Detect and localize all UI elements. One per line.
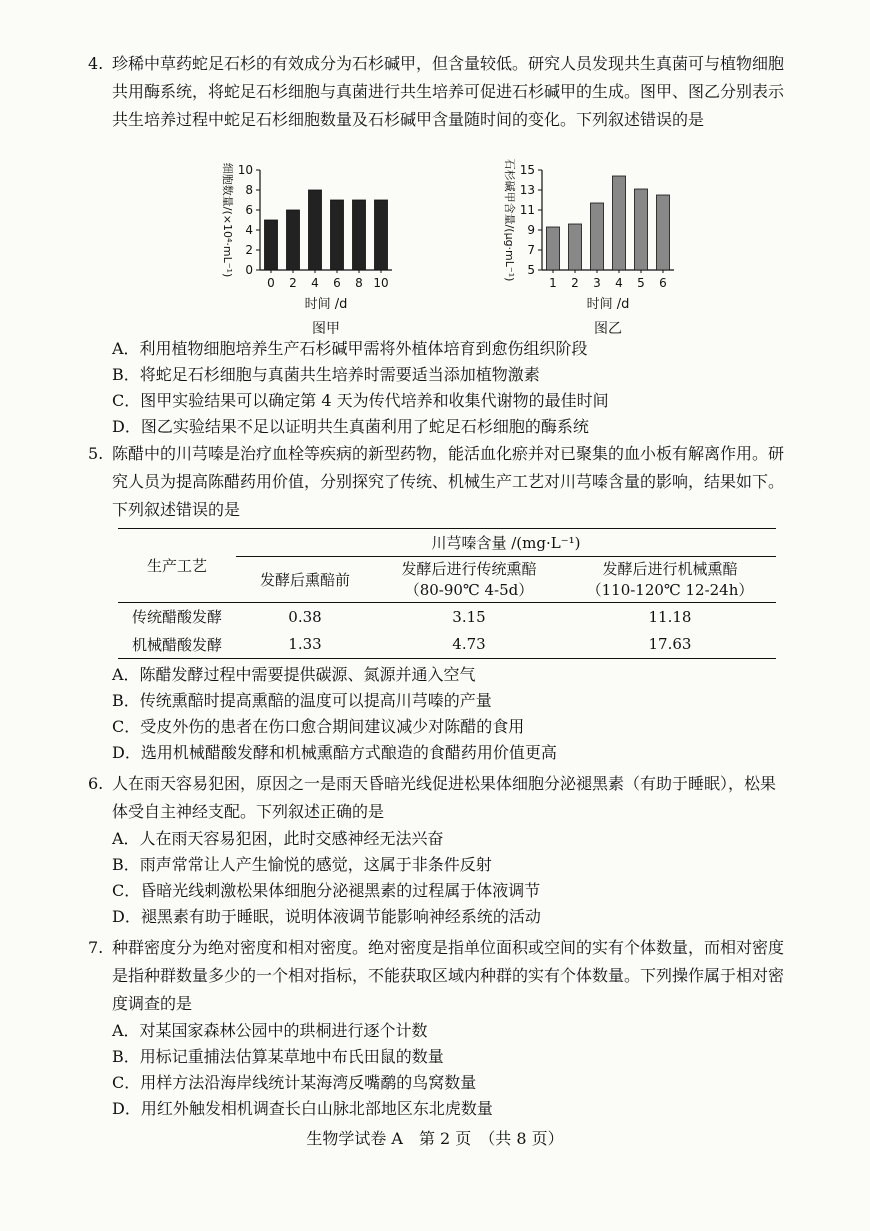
data-table	[118, 528, 776, 659]
chart2-x-tick-label: 5	[637, 276, 645, 290]
chart1-y-tick-label: 8	[245, 183, 253, 197]
chart1-y-tick-label: 0	[245, 263, 253, 277]
bar-charts	[221, 158, 700, 340]
q5-option-a: A．陈醋发酵过程中需要提供碳源、氮源并通入空气	[112, 665, 476, 684]
chart2-bar	[547, 227, 560, 270]
question-number: 4.	[88, 54, 104, 73]
col2-line1: 发酵后进行传统熏醅	[401, 559, 537, 578]
cell: 4.73	[452, 635, 486, 654]
chart2-bar	[613, 176, 626, 270]
chart2-y-tick-label: 11	[519, 203, 535, 217]
col2-line2: （80-90℃ 4-5d）	[404, 580, 534, 599]
chart2-x-tick-label: 3	[593, 276, 601, 290]
q6-option-b: B．雨声常常让人产生愉悦的感觉，这属于非条件反射	[112, 855, 492, 874]
question-7	[90, 934, 790, 1018]
question-stem: 种群密度分为绝对密度和相对密度。绝对密度是指单位面积或空间的实有个体数量，而相对密度是指种群数量多少的一个相对指标，不能获取区域内种群的实有个体数量。下列操作属于相对密度调查的是	[112, 938, 785, 1013]
q4-option-c: C．图甲实验结果可以确定第 4 天为传代培养和收集代谢物的最佳时间	[112, 391, 609, 410]
chart2-y-tick-label: 7	[527, 243, 535, 257]
chart2-bar	[635, 189, 648, 270]
table-row	[118, 603, 776, 631]
table-row	[118, 631, 776, 659]
question-4	[90, 50, 790, 134]
q7-option-b: B．用标记重捕法估算某草地中布氏田鼠的数量	[112, 1047, 444, 1066]
row-name: 机械醋酸发酵	[131, 635, 222, 654]
cell: 17.63	[648, 635, 692, 654]
chart2-y-tick-label: 9	[527, 223, 535, 237]
chart2-x-tick-label: 6	[659, 276, 667, 290]
chart1-y-axis-label: 细胞数量/(×10⁴·mL⁻¹)	[221, 162, 234, 278]
q7-option-a: A．对某国家森林公园中的珙桐进行逐个计数	[112, 1021, 428, 1040]
question-5	[90, 440, 790, 524]
chart2-y-tick-label: 13	[519, 183, 535, 197]
chart1-y-tick-label: 2	[245, 243, 253, 257]
chart2-bar	[591, 203, 604, 270]
cell: 1.33	[288, 635, 322, 654]
cell: 3.15	[452, 607, 486, 626]
q4-option-b: B．将蛇足石杉细胞与真菌共生培养时需要适当添加植物激素	[112, 365, 540, 384]
question-number: 7.	[88, 938, 104, 957]
chart2-x-tick-label: 2	[571, 276, 579, 290]
table-group-header: 川芎嗪含量 /(mg·L⁻¹)	[236, 529, 776, 557]
col3-line1: 发酵后进行机械熏醅	[602, 559, 738, 578]
cell: 0.38	[288, 607, 322, 626]
question-6	[90, 770, 790, 826]
chart2-y-tick-label: 5	[527, 263, 535, 277]
question-number: 5.	[88, 444, 104, 463]
chart2-y-axis-label: 石杉碱甲含量/(μg·mL⁻¹)	[503, 158, 516, 282]
q6-option-d: D．褪黑素有助于睡眠，说明体液调节能影响神经系统的活动	[112, 907, 541, 926]
chart1-bar	[287, 210, 300, 270]
question-stem: 陈醋中的川芎嗪是治疗血栓等疾病的新型药物，能活血化瘀并对已聚集的血小板有解离作用。研究人员为提高陈醋药用价值，分别探究了传统、机械生产工艺对川芎嗪含量的影响，结果如下。下列叙述错误的是	[112, 444, 785, 519]
q7-option-d: D．用红外触发相机调查长白山脉北部地区东北虎数量	[112, 1099, 493, 1118]
table-col-header-2	[374, 557, 564, 603]
chart1-title: 图甲	[312, 321, 340, 337]
chart1-x-tick-label: 0	[267, 276, 275, 290]
chart1-bar	[375, 200, 388, 270]
q6-option-c: C．昏暗光线刺激松果体细胞分泌褪黑素的过程属于体液调节	[112, 881, 541, 900]
question-stem: 人在雨天容易犯困，原因之一是雨天昏暗光线促进松果体细胞分泌褪黑素（有助于睡眠），松果体受自主神经支配。下列叙述正确的是	[112, 774, 777, 821]
table-col-header-1: 发酵后熏醅前	[259, 571, 350, 589]
chart1-y-tick-label: 10	[237, 163, 253, 177]
chart1-x-axis-label: 时间 /d	[304, 297, 348, 312]
charts-area	[221, 158, 700, 340]
q4-option-a: A．利用植物细胞培养生产石杉碱甲需将外植体培育到愈伤组织阶段	[112, 339, 588, 358]
q5-option-b: B．传统熏醅时提高熏醅的温度可以提高川芎嗪的产量	[112, 691, 492, 710]
chart2-bar	[569, 224, 582, 270]
chart1-bar	[265, 220, 278, 270]
table-row-header: 生产工艺	[146, 557, 207, 575]
q4-option-d: D．图乙实验结果不足以证明共生真菌利用了蛇足石杉细胞的酶系统	[112, 417, 589, 436]
chart2-x-axis-label: 时间 /d	[586, 297, 630, 312]
chart2-x-tick-label: 1	[549, 276, 557, 290]
chart1-x-tick-label: 8	[355, 276, 363, 290]
row-name: 传统醋酸发酵	[131, 608, 222, 627]
chart2-x-tick-label: 4	[615, 276, 623, 290]
chart1-y-tick-label: 6	[245, 203, 253, 217]
chart1-y-tick-label: 4	[245, 223, 253, 237]
q6-option-a: A．人在雨天容易犯困，此时交感神经无法兴奋	[112, 829, 444, 848]
page-footer: 生物学试卷 A 第 2 页 （共 8 页）	[306, 1129, 564, 1148]
chart1-bar	[331, 200, 344, 270]
chart1-x-tick-label: 10	[373, 276, 389, 290]
chart2-title: 图乙	[594, 321, 622, 337]
chart2-bar	[657, 195, 670, 270]
question-stem: 珍稀中草药蛇足石杉的有效成分为石杉碱甲，但含量较低。研究人员发现共生真菌可与植物细胞共用酶系统，将蛇足石杉细胞与真菌进行共生培养可促进石杉碱甲的生成。图甲、图乙分别表示共生培养过程中蛇足石杉细胞数量及石杉碱甲含量随时间的变化。下列叙述错误的是	[112, 54, 785, 129]
chart1-x-tick-label: 6	[333, 276, 341, 290]
question-number: 6.	[88, 774, 104, 793]
col3-line2: （110-120℃ 12-24h）	[586, 580, 754, 599]
cell: 11.18	[648, 607, 692, 626]
q5-option-d: D．选用机械醋酸发酵和机械熏醅方式酿造的食醋药用价值更高	[112, 743, 557, 762]
table-col-header-3	[564, 557, 776, 603]
q7-option-c: C．用样方法沿海岸线统计某海湾反嘴鹬的鸟窝数量	[112, 1073, 477, 1092]
chart1-bar	[353, 200, 366, 270]
chart1-x-tick-label: 4	[311, 276, 319, 290]
q5-option-c: C．受皮外伤的患者在伤口愈合期间建议减少对陈醋的食用	[112, 717, 525, 736]
chart2-y-tick-label: 15	[519, 163, 535, 177]
chart1-x-tick-label: 2	[289, 276, 297, 290]
chart1-bar	[309, 190, 322, 270]
